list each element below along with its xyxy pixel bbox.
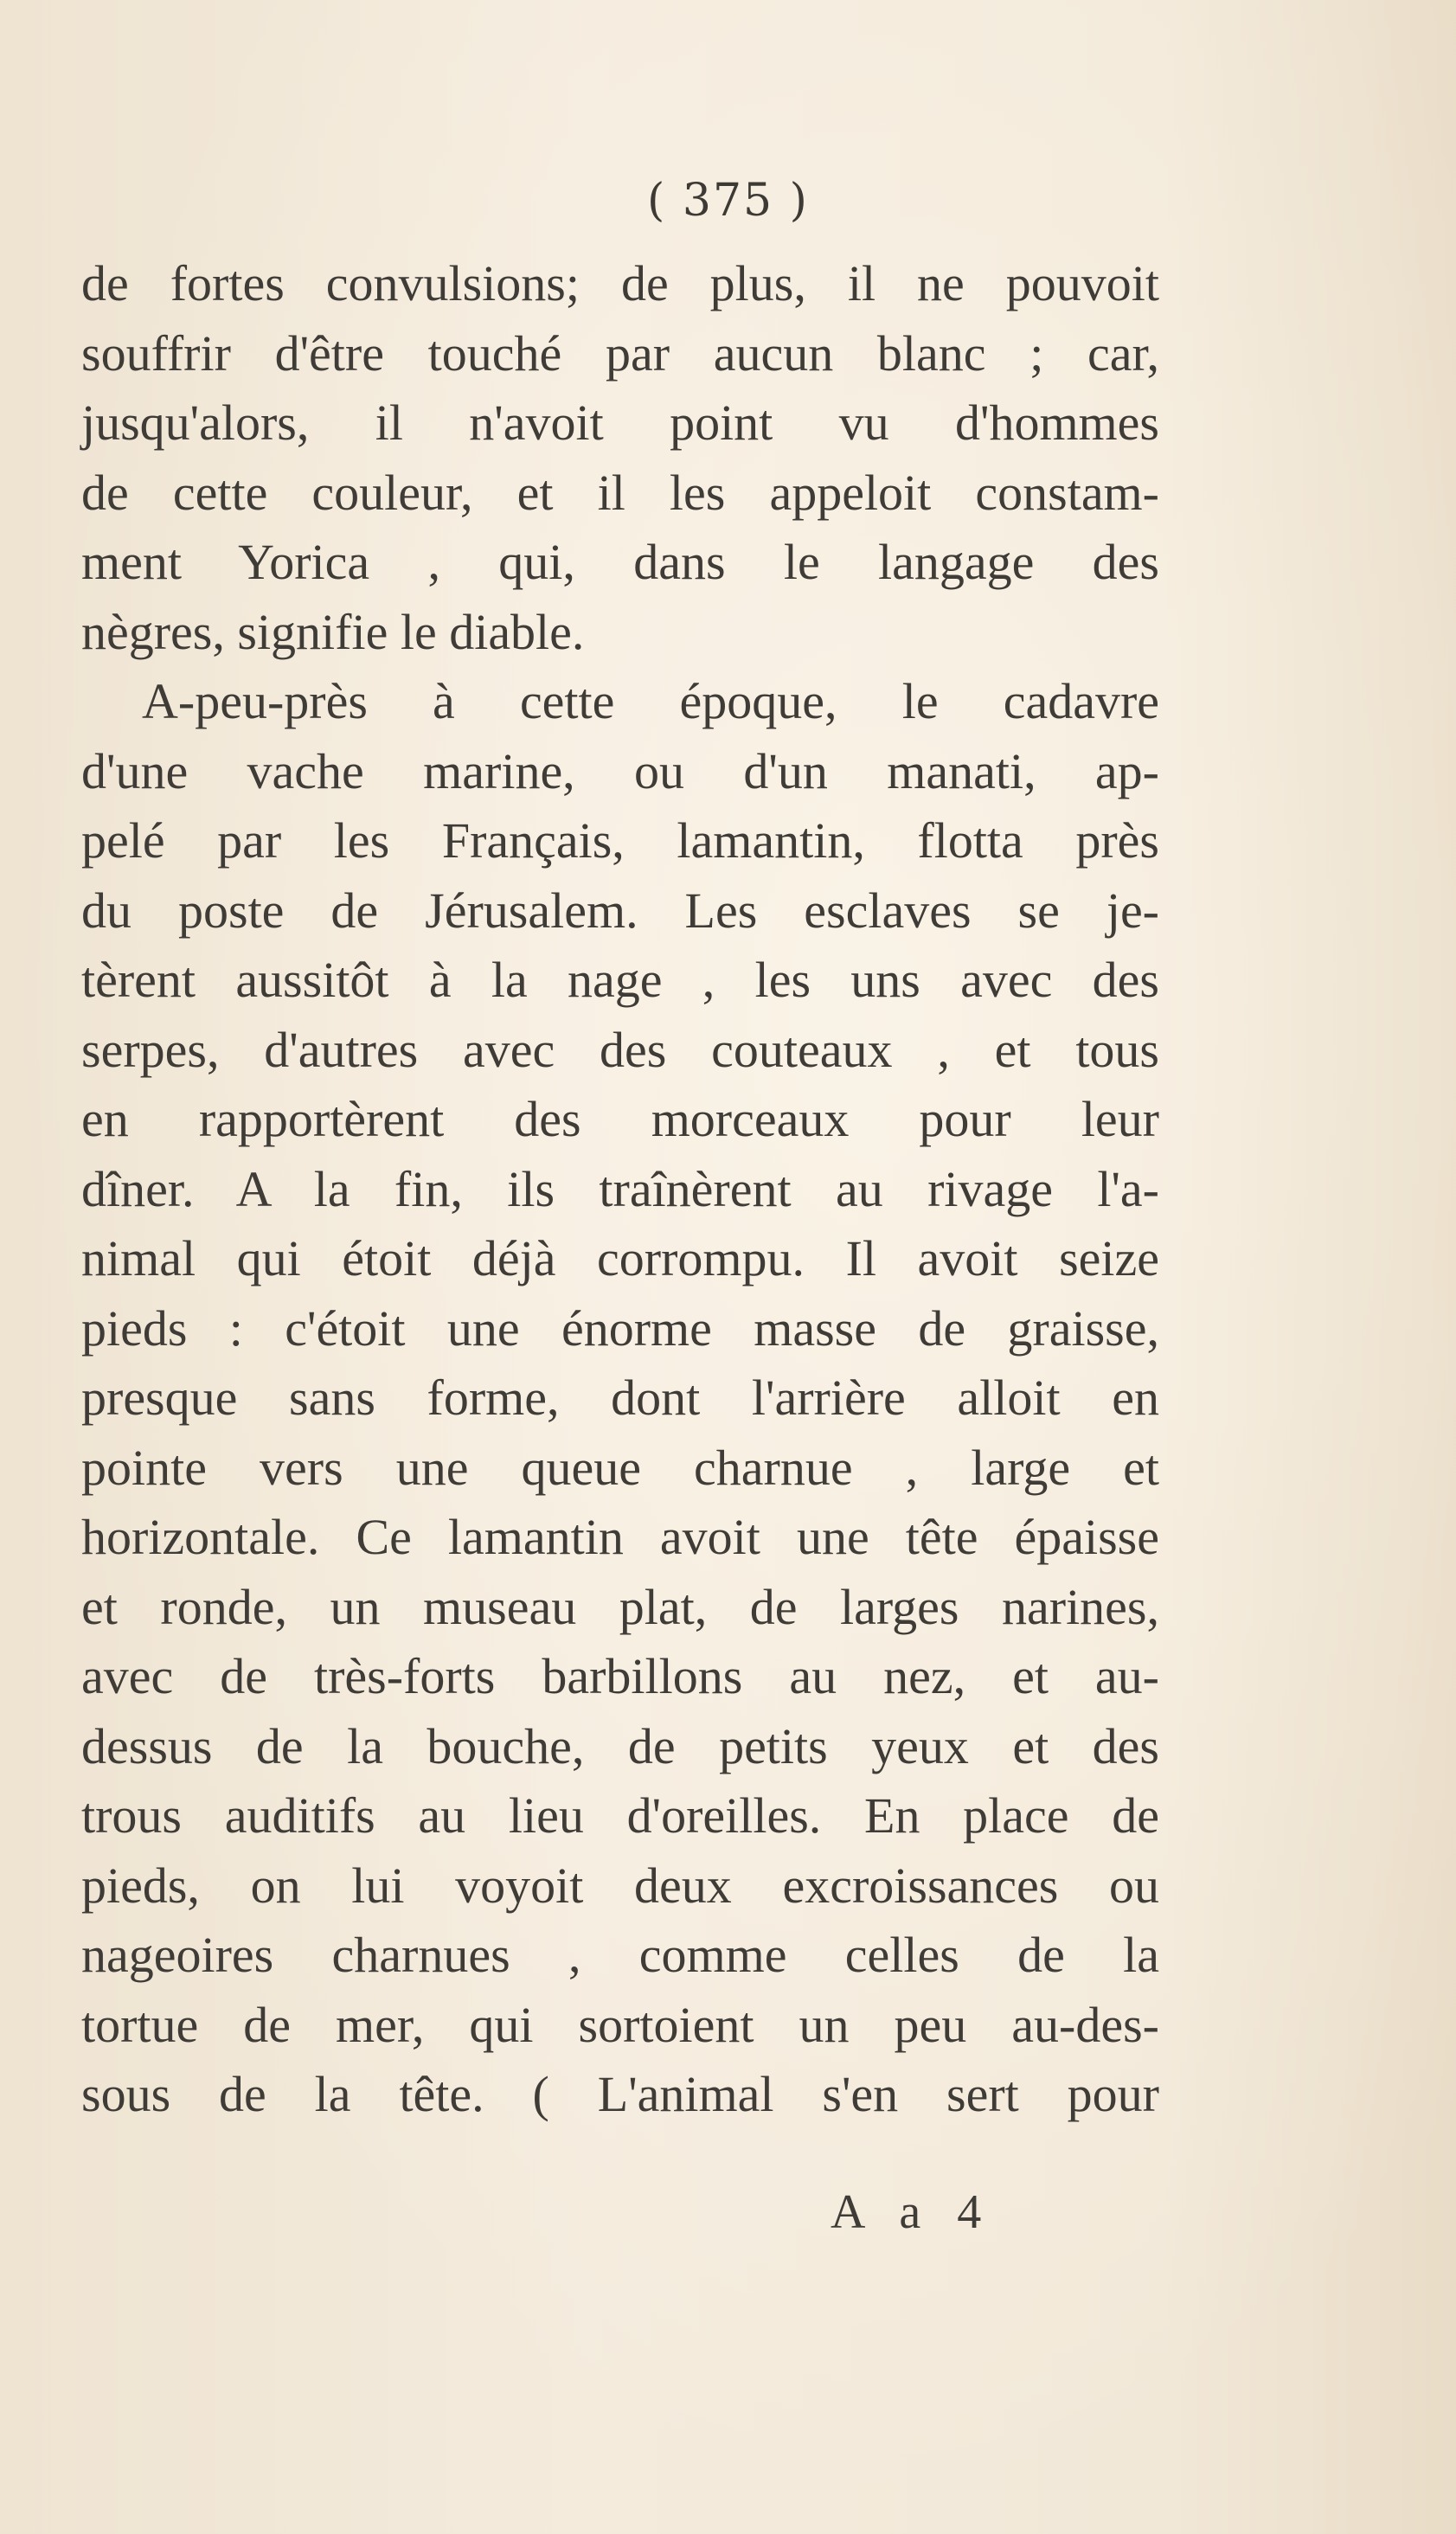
text-line: nègres, signifie le diable. — [81, 603, 585, 660]
text-line: pointe vers une queue charnue , large et — [81, 1439, 1159, 1496]
text-line: dîner. A la fin, ils traînèrent au rivage l'a- — [81, 1160, 1159, 1217]
text-line: souffrir d'être touché par aucun blanc ; car, — [81, 324, 1159, 382]
text-line: et ronde, un museau plat, de larges narines, — [81, 1578, 1159, 1635]
text-line: presque sans forme, dont l'arrière alloit en — [81, 1370, 1159, 1426]
text-line: de fortes convulsions; de plus, il ne pouvoit — [81, 255, 1159, 311]
text-line: ment Yorica , qui, dans le langage des — [81, 534, 1159, 590]
text-line: pelé par les Français, lamantin, flotta près — [81, 812, 1159, 869]
text-line: nageoires charnues , comme celles de la — [81, 1927, 1159, 1983]
text-line: d'une vache marine, ou d'un manati, ap- — [81, 742, 1159, 799]
text-line: de cette couleur, et il les appeloit constam- — [81, 464, 1159, 521]
text-line: avec de très-forts barbillons au nez, et au- — [81, 1648, 1159, 1704]
text-line: jusqu'alors, il n'avoit point vu d'hommes — [81, 395, 1159, 451]
body-text — [81, 249, 1159, 2130]
text-line: A-peu-près à cette époque, le cadavre — [142, 673, 1159, 729]
text-line: nimal qui étoit déjà corrompu. Il avoit seize — [81, 1230, 1159, 1286]
page-number: ( 375 ) — [647, 175, 809, 227]
text-line: pieds : c'étoit une énorme masse de graisse, — [81, 1299, 1159, 1357]
signature-mark: A a 4 — [831, 2185, 994, 2239]
text-line: trous auditifs au lieu d'oreilles. En place de — [81, 1787, 1159, 1844]
text-line: du poste de Jérusalem. Les esclaves se je- — [81, 882, 1159, 939]
text-line: sous de la tête. ( L'animal s'en sert pour — [81, 2066, 1159, 2122]
text-line: en rapportèrent des morceaux pour leur — [81, 1091, 1159, 1147]
text-line: tèrent aussitôt à la nage , les uns avec des — [81, 952, 1159, 1008]
text-line: pieds, on lui voyoit deux excroissances ou — [81, 1857, 1159, 1914]
text-line: tortue de mer, qui sortoient un peu au-des- — [81, 1996, 1159, 2053]
text-line: horizontale. Ce lamantin avoit une tête épaisse — [81, 1509, 1159, 1565]
text-line: serpes, d'autres avec des couteaux , et tous — [81, 1021, 1159, 1078]
text-line: dessus de la bouche, de petits yeux et des — [81, 1717, 1159, 1774]
